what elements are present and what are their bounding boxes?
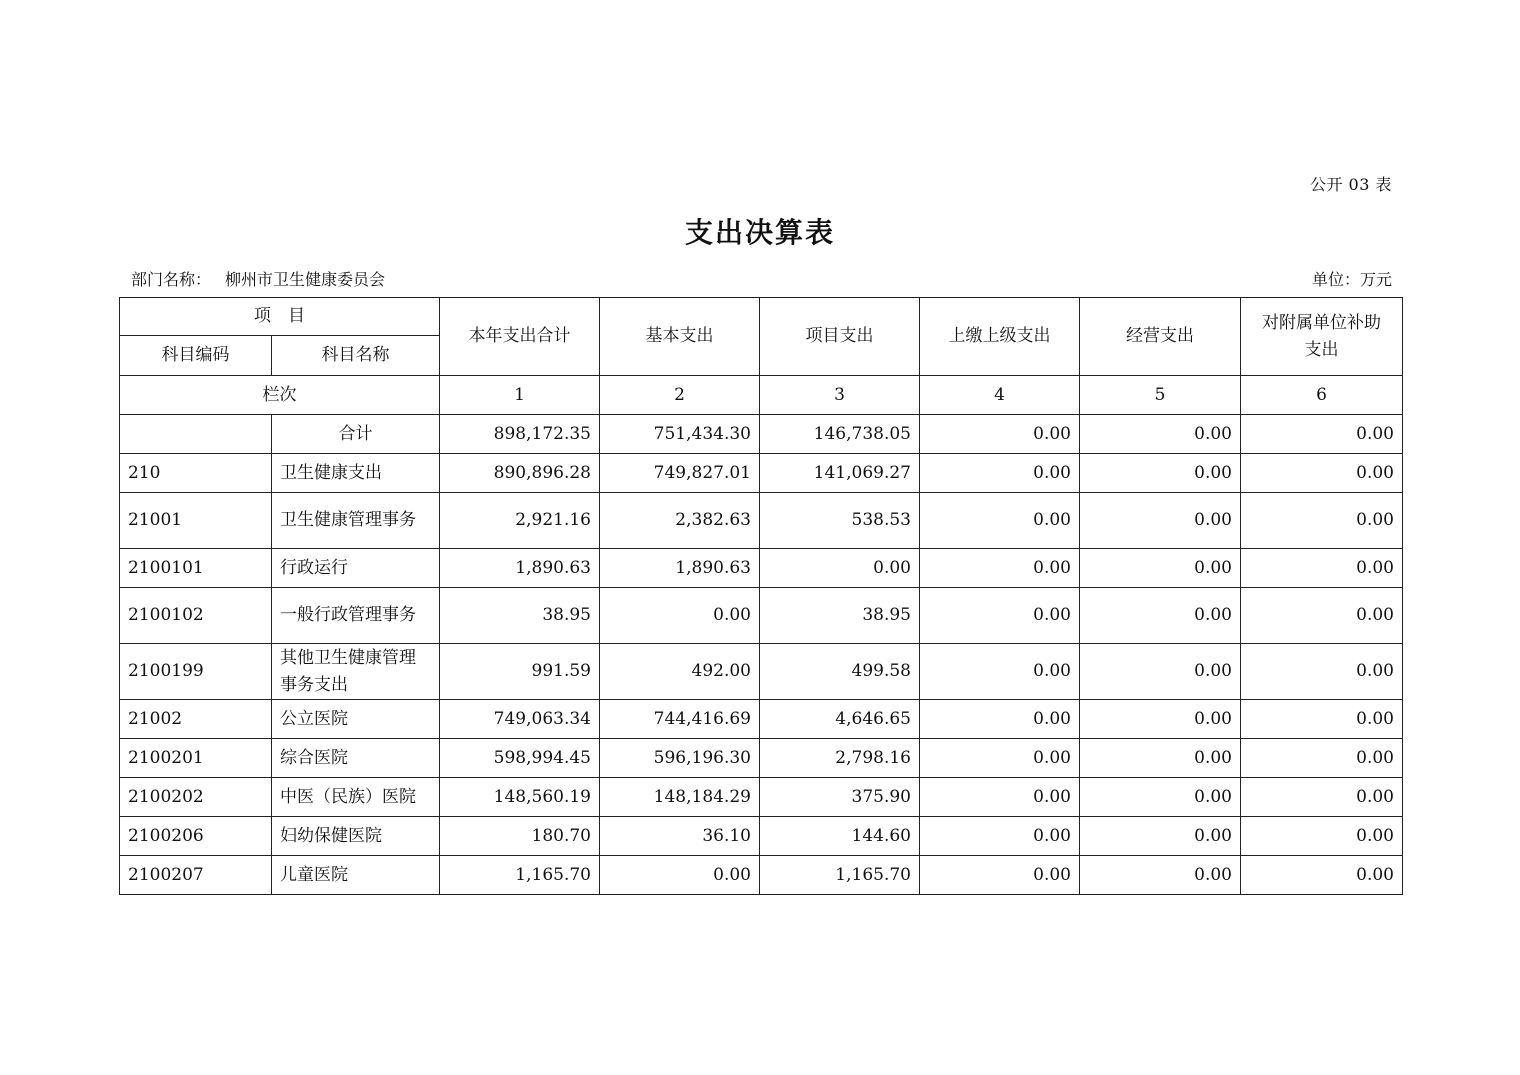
- cell-basic: 751,434.30: [600, 415, 760, 454]
- cell-name: 其他卫生健康管理事务支出: [272, 644, 440, 700]
- index-4: 4: [920, 376, 1080, 415]
- index-6: 6: [1241, 376, 1403, 415]
- cell-code: 21001: [120, 493, 272, 549]
- index-5: 5: [1080, 376, 1241, 415]
- header-basic-expenditure: 基本支出: [600, 298, 760, 376]
- cell-code: 210: [120, 454, 272, 493]
- table-row: [120, 454, 1403, 493]
- index-2: 2: [600, 376, 760, 415]
- expenditure-table: [119, 297, 1403, 895]
- cell-subsidy: 0.00: [1241, 549, 1403, 588]
- cell-name: 卫生健康管理事务: [272, 493, 440, 549]
- cell-total: 180.70: [440, 817, 600, 856]
- cell-operating: 0.00: [1080, 588, 1241, 644]
- cell-name: 行政运行: [272, 549, 440, 588]
- cell-name: 儿童医院: [272, 856, 440, 895]
- cell-remit: 0.00: [920, 415, 1080, 454]
- header-row-1: [120, 298, 1403, 336]
- cell-remit: 0.00: [920, 549, 1080, 588]
- header-subsidy-line1: 对附属单位补助: [1262, 313, 1381, 334]
- cell-code: 2100206: [120, 817, 272, 856]
- cell-code: 2100201: [120, 739, 272, 778]
- header-project-expenditure: 项目支出: [760, 298, 920, 376]
- cell-total: 749,063.34: [440, 700, 600, 739]
- department-line: [131, 267, 385, 290]
- cell-project: 2,798.16: [760, 739, 920, 778]
- cell-basic: 492.00: [600, 644, 760, 700]
- cell-code: 2100207: [120, 856, 272, 895]
- cell-subsidy: 0.00: [1241, 700, 1403, 739]
- cell-code: [120, 415, 272, 454]
- table-row: [120, 588, 1403, 644]
- cell-operating: 0.00: [1080, 700, 1241, 739]
- cell-subsidy: 0.00: [1241, 588, 1403, 644]
- table-row-total: [120, 415, 1403, 454]
- cell-operating: 0.00: [1080, 415, 1241, 454]
- cell-total: 38.95: [440, 588, 600, 644]
- cell-operating: 0.00: [1080, 778, 1241, 817]
- cell-project: 146,738.05: [760, 415, 920, 454]
- cell-basic: 0.00: [600, 856, 760, 895]
- cell-name: 卫生健康支出: [272, 454, 440, 493]
- cell-subsidy: 0.00: [1241, 415, 1403, 454]
- table-row: [120, 856, 1403, 895]
- cell-project: 375.90: [760, 778, 920, 817]
- cell-basic: 596,196.30: [600, 739, 760, 778]
- cell-basic: 0.00: [600, 588, 760, 644]
- cell-project: 499.58: [760, 644, 920, 700]
- table-row: [120, 700, 1403, 739]
- cell-remit: 0.00: [920, 588, 1080, 644]
- cell-project: 538.53: [760, 493, 920, 549]
- header-total-expenditure: 本年支出合计: [440, 298, 600, 376]
- cell-basic: 36.10: [600, 817, 760, 856]
- cell-operating: 0.00: [1080, 493, 1241, 549]
- cell-code: 2100202: [120, 778, 272, 817]
- cell-remit: 0.00: [920, 700, 1080, 739]
- table-row: [120, 644, 1403, 700]
- cell-project: 4,646.65: [760, 700, 920, 739]
- cell-project: 1,165.70: [760, 856, 920, 895]
- department-label: 部门名称：: [131, 270, 212, 289]
- form-number: 公开 03 表: [1309, 175, 1392, 194]
- cell-name: 一般行政管理事务: [272, 588, 440, 644]
- header-code: 科目编码: [120, 336, 272, 376]
- cell-subsidy: 0.00: [1241, 454, 1403, 493]
- cell-subsidy: 0.00: [1241, 644, 1403, 700]
- cell-basic: 2,382.63: [600, 493, 760, 549]
- header-subsidy-line2: 支出: [1304, 339, 1339, 360]
- page-title: 支出决算表: [684, 216, 835, 249]
- cell-project: 141,069.27: [760, 454, 920, 493]
- cell-basic: 749,827.01: [600, 454, 760, 493]
- cell-operating: 0.00: [1080, 454, 1241, 493]
- cell-name: 中医（民族）医院: [272, 778, 440, 817]
- table-row: [120, 739, 1403, 778]
- cell-basic: 1,890.63: [600, 549, 760, 588]
- cell-basic: 744,416.69: [600, 700, 760, 739]
- header-project: [120, 298, 440, 336]
- header-operating-expenditure: 经营支出: [1080, 298, 1241, 376]
- table-row: [120, 493, 1403, 549]
- header-name: 科目名称: [272, 336, 440, 376]
- cell-basic: 148,184.29: [600, 778, 760, 817]
- cell-total: 890,896.28: [440, 454, 600, 493]
- cell-project: 144.60: [760, 817, 920, 856]
- header-project-label: 项 目: [254, 306, 305, 327]
- cell-remit: 0.00: [920, 856, 1080, 895]
- cell-total: 148,560.19: [440, 778, 600, 817]
- cell-operating: 0.00: [1080, 817, 1241, 856]
- cell-subsidy: 0.00: [1241, 778, 1403, 817]
- cell-total: 991.59: [440, 644, 600, 700]
- cell-remit: 0.00: [920, 454, 1080, 493]
- cell-name: 妇幼保健医院: [272, 817, 440, 856]
- cell-subsidy: 0.00: [1241, 856, 1403, 895]
- cell-name: 合计: [272, 415, 440, 454]
- index-3: 3: [760, 376, 920, 415]
- cell-remit: 0.00: [920, 817, 1080, 856]
- cell-code: 21002: [120, 700, 272, 739]
- table-row: [120, 778, 1403, 817]
- cell-remit: 0.00: [920, 644, 1080, 700]
- index-1: 1: [440, 376, 600, 415]
- department-name: 柳州市卫生健康委员会: [225, 270, 386, 289]
- cell-operating: 0.00: [1080, 549, 1241, 588]
- cell-code: 2100102: [120, 588, 272, 644]
- cell-code: 2100199: [120, 644, 272, 700]
- cell-subsidy: 0.00: [1241, 493, 1403, 549]
- cell-subsidy: 0.00: [1241, 739, 1403, 778]
- cell-total: 2,921.16: [440, 493, 600, 549]
- index-row: [120, 376, 1403, 415]
- cell-total: 1,890.63: [440, 549, 600, 588]
- index-label: 栏次: [120, 376, 440, 415]
- table-row: [120, 817, 1403, 856]
- cell-total: 598,994.45: [440, 739, 600, 778]
- cell-name: 综合医院: [272, 739, 440, 778]
- header-subsidy-affiliates: [1241, 298, 1403, 376]
- cell-operating: 0.00: [1080, 856, 1241, 895]
- cell-remit: 0.00: [920, 778, 1080, 817]
- cell-code: 2100101: [120, 549, 272, 588]
- cell-remit: 0.00: [920, 739, 1080, 778]
- table-row: [120, 549, 1403, 588]
- cell-total: 1,165.70: [440, 856, 600, 895]
- cell-operating: 0.00: [1080, 739, 1241, 778]
- unit-label: 单位：万元: [1311, 270, 1392, 289]
- cell-project: 0.00: [760, 549, 920, 588]
- header-remit-superior: 上缴上级支出: [920, 298, 1080, 376]
- cell-operating: 0.00: [1080, 644, 1241, 700]
- cell-project: 38.95: [760, 588, 920, 644]
- cell-remit: 0.00: [920, 493, 1080, 549]
- cell-total: 898,172.35: [440, 415, 600, 454]
- cell-subsidy: 0.00: [1241, 817, 1403, 856]
- cell-name: 公立医院: [272, 700, 440, 739]
